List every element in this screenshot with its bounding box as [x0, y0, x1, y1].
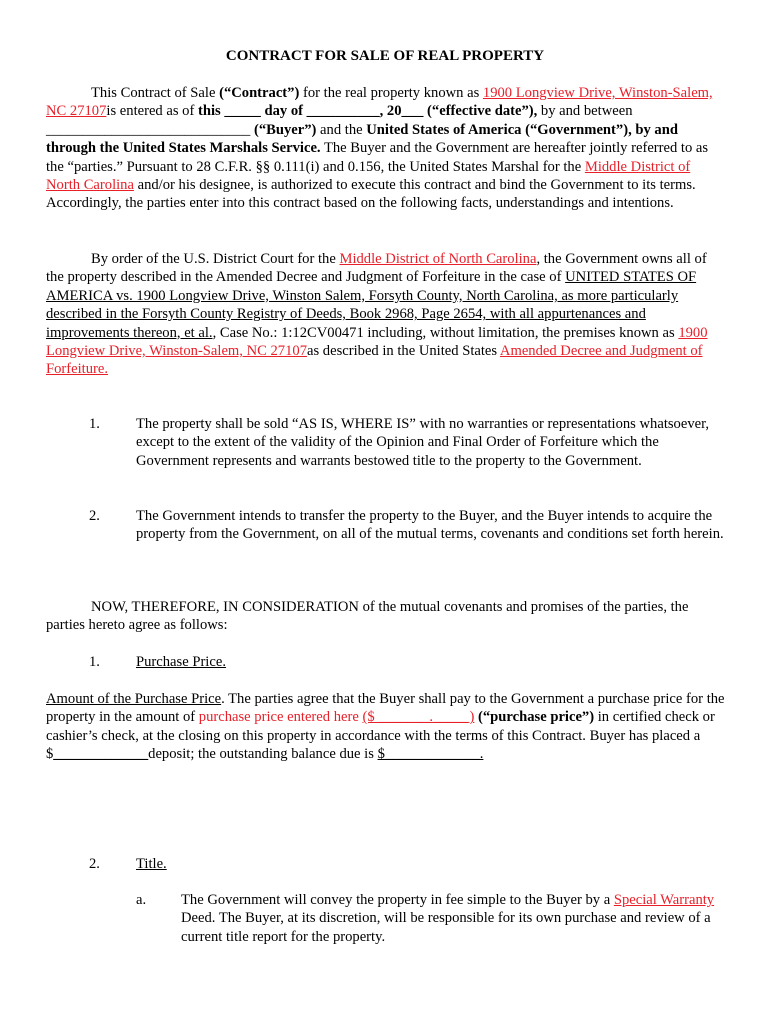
- section-heading-purchase-price: Purchase Price.: [136, 654, 226, 670]
- warranty-deed-link[interactable]: Special Warranty: [613, 892, 715, 908]
- consideration-paragraph: NOW, THEREFORE, IN CONSIDERATION of the mutual covenants and promises of the parties, the parties hereto agree as follows:: [46, 599, 689, 634]
- purchase-price-amount-field[interactable]: ($ _______._____): [362, 709, 475, 726]
- property-address-link[interactable]: 1900 Longview Drive, Winston-Salem, NC 27107: [46, 324, 708, 360]
- section-number: 1.: [89, 654, 100, 670]
- district-link[interactable]: Middle District of North Carolina: [339, 251, 537, 267]
- ownership-paragraph: By order of the U.S. District Court for the Middle District of North Carolina, the Government owns all of the property described in the Amended Decree and Judgment of Forfeiture in the case of UNITED STATES OF AMERICA vs. 1900 Longview Drive, Winston Salem, Forsyth County, North Carolina, as more particularly described in the Forsyth County Registry of Deeds, Book 2968, Page 2654, with all appurtenances and improvements thereon, et al., Case No.: 1:12CV00471 including, without limitation, the premises known as 1900 Longview Drive, Winston-Salem, NC 27107as described in the United States Amended Decree and Judgment of Forfeiture.: [46, 251, 708, 378]
- title-conveyance-text: The Government will convey the property in fee simple to the Buyer by a Special Warranty Deed. The Buyer, at its discretion, will be responsible for its own purchase and review of a current title report for the property.: [181, 892, 715, 945]
- fact-item-text: The property shall be sold “AS IS, WHERE IS” with no warranties or representations whatsoever, except to the extent of the validity of the Opinion and Final Order of Forfeiture which the Government represents and warrants bestowed title to the property to the Government.: [136, 416, 710, 469]
- case-caption: UNITED STATES OF AMERICA vs. 1900 Longview Drive, Winston Salem, Forsyth County, North Carolina, as more particularly described in the Forsyth County Registry of Deeds, Book 2968, Page 2654, with all appurtenances and improvements thereon, et al.: [46, 269, 697, 341]
- balance-field[interactable]: $_____________.: [377, 746, 484, 763]
- fact-item-text: The Government intends to transfer the property to the Buyer, and the Buyer intends to acquire the property from the Government, on all of the mutual terms, covenants and conditions set forth herein.: [136, 508, 724, 543]
- property-address-link[interactable]: 1900 Longview Drive, Winston-Salem, NC 27107: [46, 85, 713, 120]
- page-title: CONTRACT FOR SALE OF REAL PROPERTY: [225, 48, 545, 64]
- purchase-price-field[interactable]: purchase price entered here: [198, 709, 363, 726]
- district-link[interactable]: Middle District of North Carolina: [46, 158, 691, 194]
- fact-number: 2.: [89, 508, 100, 524]
- subsection-letter: a.: [136, 892, 147, 908]
- deposit-field[interactable]: _____________: [53, 746, 149, 763]
- section-number: 2.: [89, 856, 100, 872]
- section-heading-title: Title.: [136, 856, 167, 872]
- purchase-price-paragraph: Amount of the Purchase Price. The parties agree that the Buyer shall pay to the Government a purchase price for the property in the amount of purchase price entered here ($ _______._____) (“purchase price”) in certified check or cashier’s check, at the closing on this property in accordance with the terms of this Contract. Buyer has placed a $_____________deposit; the outstanding balance due is $_____________.: [46, 691, 725, 763]
- decree-link[interactable]: Amended Decree and Judgment of Forfeiture.: [46, 343, 703, 378]
- fact-number: 1.: [89, 416, 100, 432]
- intro-paragraph: This Contract of Sale (“Contract”) for the real property known as 1900 Longview Drive, Winston-Salem, NC 27107is entered as of this _____ day of __________, 20___ (“effective date”), by and between ____________________________ (“Buyer”) and the United States of America (“Government”), by and through the United States Marshals Service. The Buyer and the Government are hereafter jointly referred to as the “parties.” Pursuant to 28 C.F.R. §§ 0.111(i) and 0.156, the United States Marshal for the Middle District of North Carolina and/or his designee, is authorized to execute this contract and bind the Government to its terms. Accordingly, the parties enter into this contract based on the following facts, understandings and intentions.: [46, 85, 713, 212]
